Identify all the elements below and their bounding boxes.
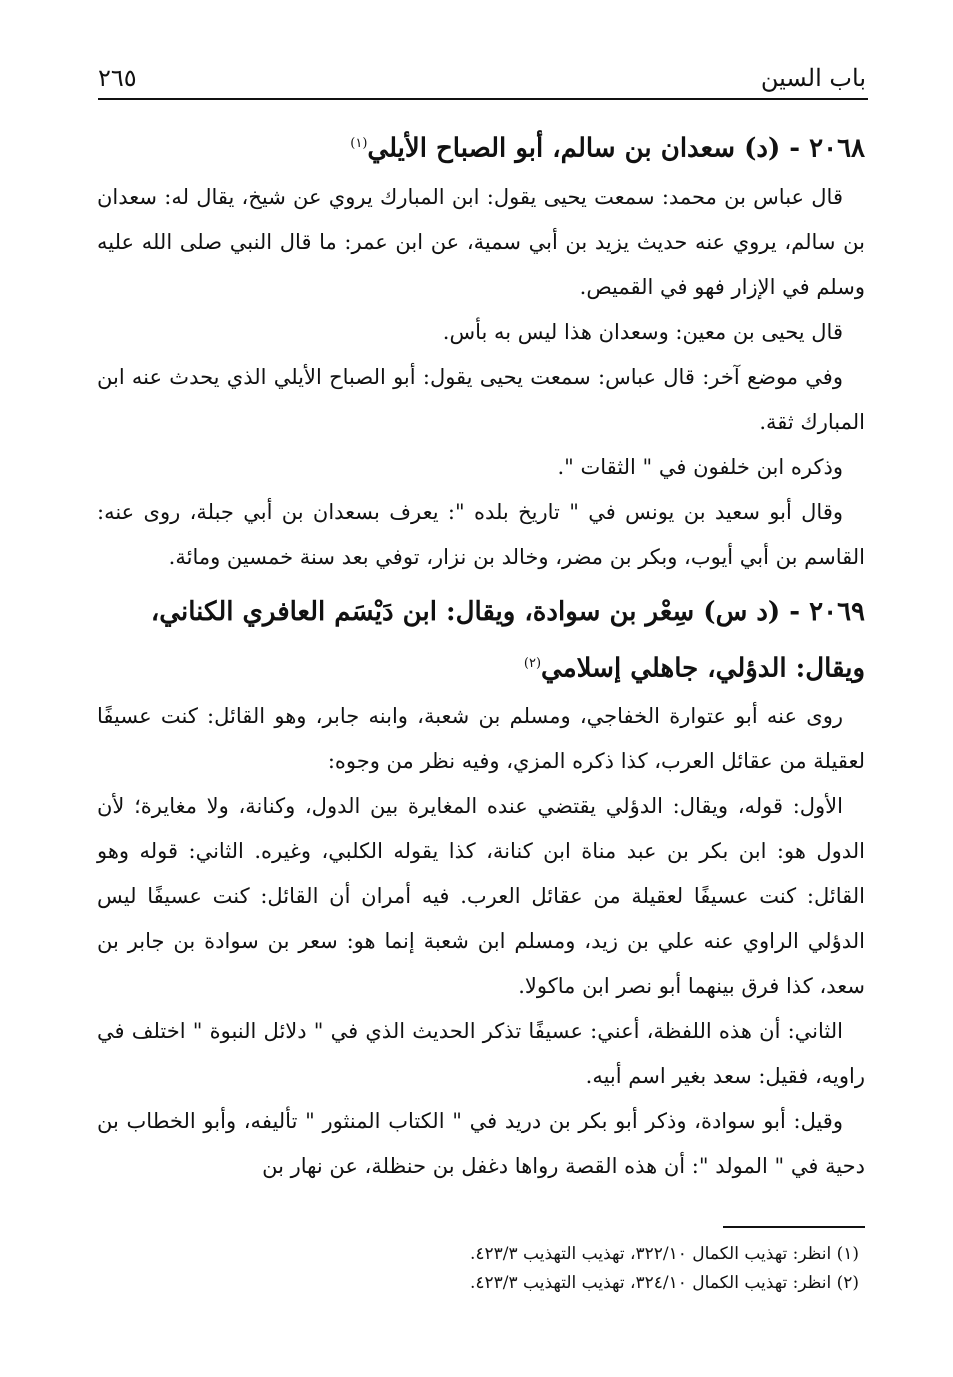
entry-heading-2069 [97, 586, 865, 695]
entry-paragraph: قال عباس بن محمد: سمعت يحيى يقول: ابن المبارك يروي عن شيخ، يقال له: سعدان بن سالم، يروي عنه حديث يزيد بن أبي سمية، عن ابن عمر: ما قال النبي صلى الله عليه وسلم في الإزار فهو في القميص. [97, 184, 865, 299]
footnote: (٢) انظر: تهذيب الكمال ٣٢٤/١٠، تهذيب التهذيب ٤٢٣/٣. [469, 1273, 859, 1293]
running-header [98, 58, 868, 100]
entry-paragraph: وقال أبو سعيد بن يونس في " تاريخ بلده ": يعرف بسعدان بن أبي جبلة، روى عنه: القاسم بن أبي أيوب، وبكر بن مضر، وخالد بن نزار، توفي بعد سنة خمسين ومائة. [97, 499, 865, 569]
entry-paragraph: وفي موضع آخر: قال عباس: سمعت يحيى يقول: أبو الصباح الأيلي الذي يحدث عنه ابن المبارك ثقة. [97, 364, 865, 434]
main-text [97, 112, 865, 1189]
entry-paragraph: وذكره ابن خلفون في " الثقات ". [557, 454, 843, 479]
entry-title: ٢٠٦٨ - (د) سعدان بن سالم، أبو الصباح الأيلي [367, 133, 865, 164]
entry-paragraph: الثاني: أن هذه اللفظة، أعني: عسيفًا تذكر الحديث الذي في " دلائل النبوة " اختلف في راويه، فقيل: سعد بغير اسم أبيه. [97, 1019, 865, 1089]
footnote: (١) انظر: تهذيب الكمال ٣٢٢/١٠، تهذيب التهذيب ٤٢٣/٣. [469, 1244, 859, 1264]
footnote-marker: (١) [350, 136, 368, 151]
footnotes-section [97, 1226, 865, 1298]
entry-paragraph: وقيل: أبو سوادة، وذكر أبو بكر بن دريد في " الكتاب المنثور " تأليفه، وأبو الخطاب بن دحية في " المولد ": أن هذه القصة رواها دغفل بن حنظلة، عن نهار بن [97, 1109, 865, 1179]
chapter-title: باب السين [760, 64, 866, 92]
entry-paragraph: الأول: قوله، ويقال: الدؤلي يقتضي عنده المغايرة بين الدول، وكنانة، ولا مغايرة؛ لأن الدول هو: ابن بكر بن عبد مناة ابن كنانة، كذا يقوله الكلبي، وغيره. الثاني: قوله وهو القائل: كنت عسيفًا لعقيلة من عقائل العرب. فيه أمران أن القائل: كنت عسيفًا ليس الدؤلي الراوي عنه علي بن زيد، ومسلم ابن شعبة إنما هو: سعر بن سوادة بن جابر بن سعد، كذا فرق بينهما أبو نصر ابن ماكولا. [97, 794, 865, 999]
footnote-marker: (٢) [523, 655, 542, 671]
footnote-divider [723, 1226, 865, 1228]
entry-paragraph: قال يحيى بن معين: وسعدان هذا ليس به بأس. [442, 319, 843, 344]
page-number: ٢٦٥ [98, 64, 137, 92]
entry-heading-2068 [97, 118, 865, 175]
entry-title: ٢٠٦٩ - (د س) سِعْر بن سوادة، ويقال: ابن دَيْسَم العافري الكناني، ويقال: الدؤلي، جاهلي إسلامي [150, 596, 865, 684]
entry-paragraph: روى عنه أبو عتوارة الخفاجي، ومسلم بن شعبة، وابنه جابر، وهو القائل: كنت عسيفًا لعقيلة من عقائل العرب، كذا ذكره المزي، وفيه نظر من وجوه: [97, 704, 865, 774]
